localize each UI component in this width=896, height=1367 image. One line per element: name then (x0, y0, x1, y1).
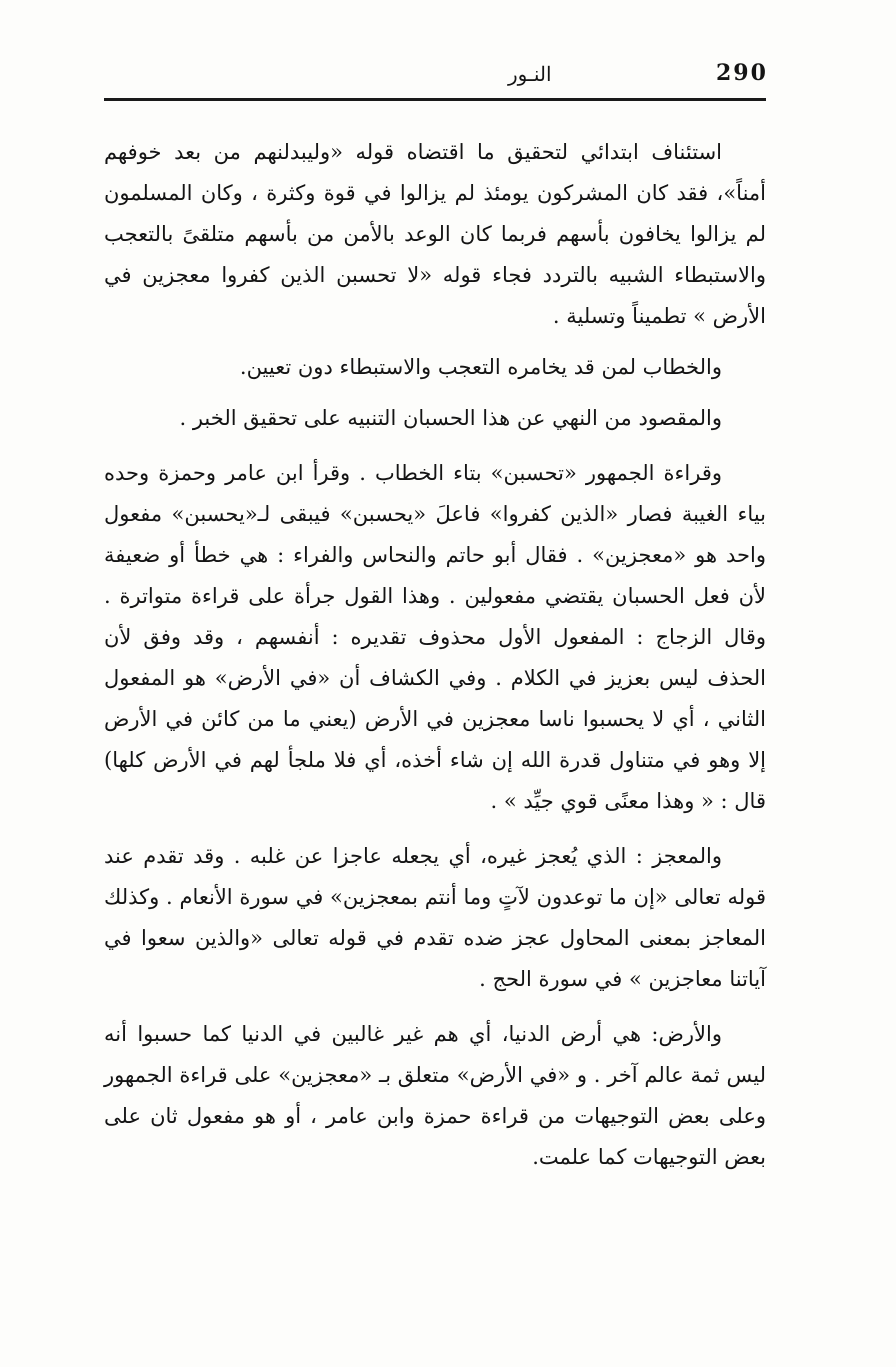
paragraph-3: والمقصود من النهي عن هذا الحسبان التنبيه على تحقيق الخبر . (179, 406, 722, 430)
paragraph-5: والمعجز : الذي يُعجز غيره، أي يجعله عاجزا عن غلبه . وقد تقدم عند قوله تعالى «إن ما توعدون لآتٍ وما أنتم بمعجزين» في سورة الأنعام . وكذلك المعاجز بمعنى المحاول عجز ضده تقدم في قوله تعالى «والذين سعوا في آياتنا معاجزين » في سورة الحج . (104, 844, 766, 991)
paragraph-1: استئناف ابتدائي لتحقيق ما اقتضاه قوله «وليبدلنهم من بعد خوفهم أمناً»، فقد كان المشركون يومئذ لم يزالوا في قوة وكثرة ، وكان المسلمون لم يزالوا يخافون بأسهم فربما كان الوعد بالأمن من بأسهم متلقىً بالتعجب والاستبطاء الشبيه بالتردد فجاء قوله «لا تحسبن الذين كفروا معجزين في الأرض » تطميناً وتسلية . (104, 140, 766, 328)
page-number: 290 (716, 60, 768, 86)
page-body (104, 132, 766, 1178)
paragraph-2: والخطاب لمن قد يخامره التعجب والاستبطاء دون تعيين. (239, 355, 722, 379)
paragraph-4: وقراءة الجمهور «تحسبن» بتاء الخطاب . وقرأ ابن عامر وحمزة وحده بياء الغيبة فصار «الذين كفروا» فاعلَ «يحسبن» فيبقى لـ«يحسبن» مفعول واحد هو «معجزين» . فقال أبو حاتم والنحاس والفراء : هي خطأ أو ضعيفة لأن فعل الحسبان يقتضي مفعولين . وهذا القول جرأة على قراءة متواترة . وقال الزجاج : المفعول الأول محذوف تقديره : أنفسهم ، وقد وفق لأن الحذف ليس بعزيز في الكلام . وفي الكشاف أن «في الأرض» هو المفعول الثاني ، أي لا يحسبوا ناسا معجزين في الأرض (يعني ما من كائن في الأرض إلا وهو في متناول قدرة الله إن شاء أخذه، أي فلا ملجأ لهم في الأرض كلها) قال : « وهذا معنًى قوي جيِّد » . (104, 461, 766, 813)
paragraph-6: والأرض: هي أرض الدنيا، أي هم غير غالبين في الدنيا كما حسبوا أنه ليس ثمة عالم آخر . و «في الأرض» متعلق بـ «معجزين» على قراءة الجمهور وعلى بعض التوجيهات من قراءة حمزة وابن عامر ، أو هو مفعول ثان على بعض التوجيهات كما علمت. (104, 1022, 766, 1169)
running-head-title: النـور (508, 62, 552, 86)
page-header (104, 58, 766, 101)
